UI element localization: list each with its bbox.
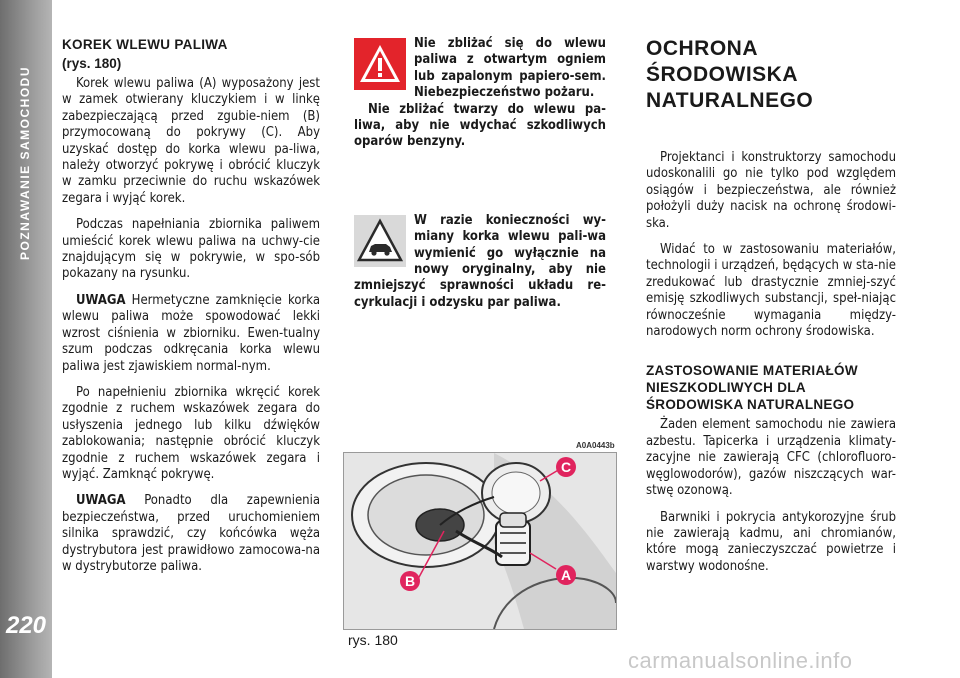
environment-paragraph-1: Projektanci i konstruktorzy samochodu udoskonalili go nie tylko pod względem osiągów i bezpieczeństwa, ale również położyli duży nacisk na ochronę środowi-ska. [646,150,896,231]
figure-caption: rys. 180 [348,632,398,648]
sidebar [0,0,52,678]
watermark: carmanualsonline.info [628,648,853,673]
fire-warning-text: Nie zbliżać się do wlewu paliwa z otwartym ogniem lub zapalonym papiero-sem. Niebezpieczeństwo pożaru. [414,36,606,101]
fuel-cap-figure-ref: (rys. 180) [62,56,122,71]
environment-section [646,36,896,585]
environment-title: OCHRONA ŚRODOWISKA NATURALNEGO [646,37,814,112]
fuel-cap-note-1 [62,293,320,375]
label-a-marker [556,565,576,585]
fumes-warning-text: Nie zbliżać twarzy do wlewu pa-liwa, aby nie wdychać szkodliwych oparów benzyny. [354,101,606,150]
label-b: B [404,573,416,589]
environment-paragraph-2: Widać to w zastosowaniu materiałów, technologii i urządzeń, będących w sta-nie zredukować lub drastycznie zmniej-szyć emisję szkodliwych substancji, speł-niając równocześnie wymagania między-narodowych norm ochrony środowiska. [646,242,896,340]
figure-code: A0A0443b [576,441,615,450]
note-label: UWAGA [76,292,126,308]
environment-warning-text: W razie konieczności wy-miany korka wlewu pali-wa wymienić go wyłącznie na nowy oryginalny, aby nie zmniejszyć sprawności układu re-cyrkulacji i odzysku par paliwa. [354,212,606,310]
note-label: UWAGA [76,493,126,509]
environment-car-icon [354,215,406,267]
fire-warning [354,36,606,102]
fuel-cap-figure [343,452,617,630]
materials-heading: ZASTOSOWANIE MATERIAŁÓW NIESZKODLIWYCH DLA ŚRODOWISKA NATURALNEGO [646,363,858,413]
section-title: POZNAWANIE SAMOCHODU [18,65,32,260]
fuel-cap-section [62,36,320,585]
warning-triangle-icon [354,38,406,90]
materials-paragraph-1: Żaden element samochodu nie zawiera azbestu. Tapicerka i urządzenia klimaty-zacyjne nie zawierają CFC (chlorofluoro-węglowodorów), gazów niszczących war-stwę ozonową. [646,417,896,499]
fuel-cap-note-2 [62,493,320,575]
page-number: 220 [5,612,47,639]
label-c: C [560,459,572,475]
fuel-cap-paragraph-2: Podczas napełniania zbiornika paliwem umieścić korek wlewu paliwa na uchwy-cie znajdującym się w pokrywie, w spo-sób pokazany na rysunku. [62,217,320,282]
fuel-cap-illustration [344,453,616,629]
label-c-marker [556,457,576,477]
label-b-marker [400,571,420,591]
note-text: Ponadto dla zapewnienia bezpieczeństwa, przed uruchomieniem silnika sprawdzić, czy końcówka węża dystrybutora jest prawidłowo zamocowa-na w dystrybutorze paliwa. [62,493,320,574]
label-a: A [560,567,572,583]
fuel-cap-heading: KOREK WLEWU PALIWA [62,37,228,52]
materials-paragraph-2: Barwniki i pokrycia antykorozyjne śrub nie zawierają kadmu, ani chromianów, które mogą zanieczyszczać powietrze i warstwy wodonośne. [646,509,896,574]
environment-warning [354,213,606,311]
fuel-cap-paragraph-1: Korek wlewu paliwa (A) wyposażony jest w zamek otwierany kluczykiem i w linkę zabezpieczającą przed zgubie-niem (B) przymocowaną do pokrywy (C). Aby uzyskać dostęp do korka wlewu pa-liwa, należy otworzyć pokrywę i obrócić kluczyk w zamku przeciwnie do ruchu wskazówek zegara i wyjąć korek. [62,76,320,206]
note-text: Hermetyczne zamknięcie korka wlewu paliwa może spowodować lekki wzrost ciśnienia w zbiorniku. Ewen-tualny szum podczas odkręcania korka wlewu paliwa jest zjawiskiem normal-nym. [62,292,320,374]
warnings-column [354,36,606,311]
fuel-cap-paragraph-4: Po napełnieniu zbiornika wkręcić korek zgodnie z ruchem wskazówek zegara do usłyszenia jednego lub kilku dźwięków zablokowania; następnie obrócić kluczyk zgodnie z ruchem wskazówek zegara i wyjąć. Zamknąć pokrywę. [62,384,320,482]
